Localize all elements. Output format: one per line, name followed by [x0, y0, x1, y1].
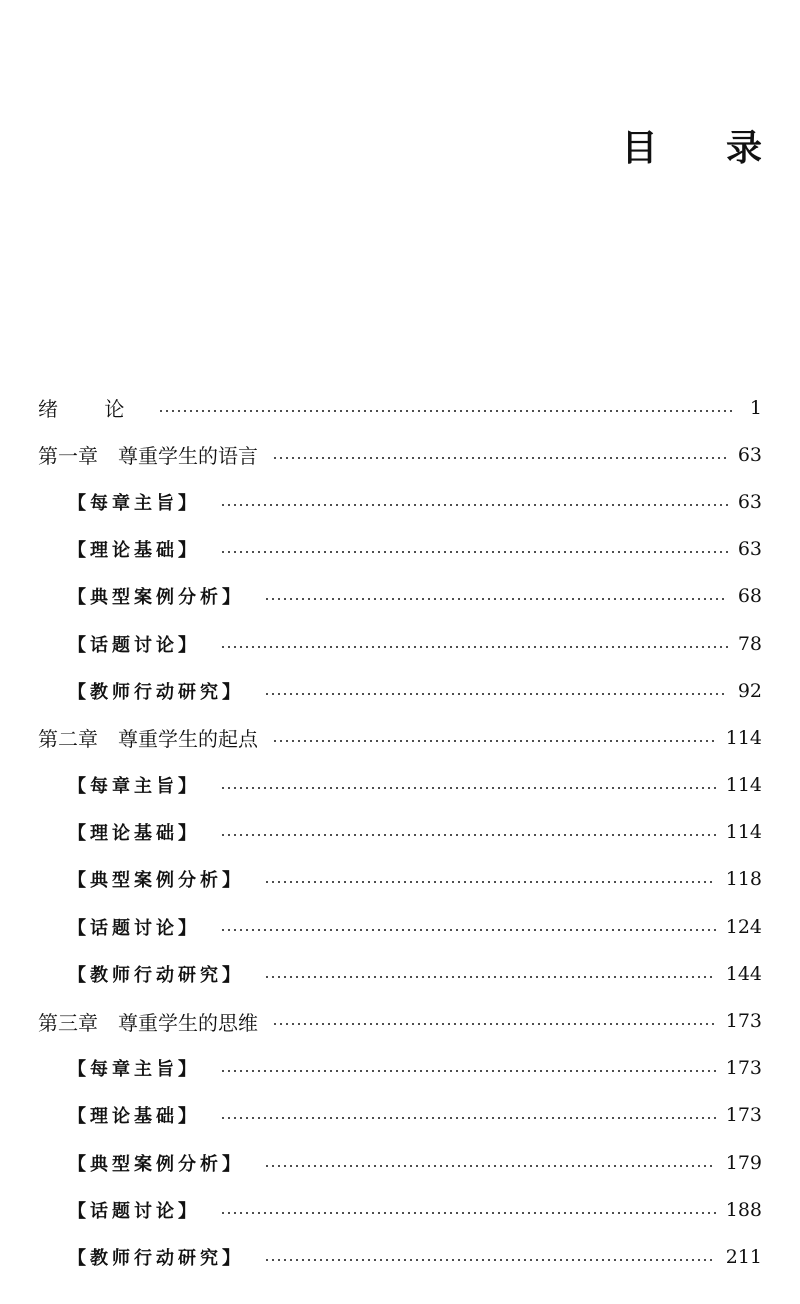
toc-entry-page: 63 [737, 490, 762, 513]
toc-entry-section[interactable] [38, 762, 762, 809]
toc-entry-page: 78 [737, 632, 762, 655]
dot-leader [220, 834, 716, 836]
dot-leader [220, 504, 728, 506]
page-title: 目 录 [621, 127, 790, 169]
toc-entry-label: 【典型案例分析】 [68, 1153, 244, 1175]
toc-entry-chapter-1[interactable] [38, 431, 762, 478]
toc-entry-page: 118 [725, 868, 762, 891]
toc-entry-page: 179 [725, 1151, 762, 1174]
toc-entry-section[interactable] [38, 903, 762, 950]
toc-entry-page: 92 [737, 679, 762, 702]
dot-leader [158, 410, 732, 412]
toc-entry-chapter-3[interactable] [38, 997, 762, 1044]
toc-entry-label: 【理论基础】 [68, 540, 200, 562]
toc-entry-intro[interactable] [38, 384, 762, 431]
table-of-contents [38, 384, 762, 1281]
toc-entry-section[interactable] [38, 809, 762, 856]
toc-entry-label: 第一章 尊重学生的语言 [38, 444, 258, 469]
dot-leader [264, 881, 716, 883]
dot-leader [220, 1117, 716, 1119]
dot-leader [272, 1023, 716, 1025]
toc-entry-page: 124 [725, 915, 762, 938]
toc-entry-label: 【理论基础】 [68, 823, 200, 845]
toc-entry-section[interactable] [38, 1233, 762, 1280]
dot-leader [264, 1259, 716, 1261]
dot-leader [264, 1165, 716, 1167]
toc-entry-section[interactable] [38, 667, 762, 714]
dot-leader [264, 598, 728, 600]
toc-entry-label: 【教师行动研究】 [68, 681, 244, 703]
dot-leader [264, 976, 716, 978]
toc-entry-chapter-2[interactable] [38, 714, 762, 761]
dot-leader [272, 740, 716, 742]
toc-entry-label: 绪 论 [38, 397, 145, 422]
toc-entry-section[interactable] [38, 1139, 762, 1186]
toc-entry-section[interactable] [38, 950, 762, 997]
dot-leader [220, 551, 728, 553]
dot-leader [264, 693, 728, 695]
toc-entry-label: 【教师行动研究】 [68, 1247, 244, 1269]
toc-entry-page: 1 [749, 396, 762, 419]
toc-entry-label: 第三章 尊重学生的思维 [38, 1010, 258, 1035]
toc-entry-page: 188 [725, 1198, 762, 1221]
toc-entry-page: 114 [725, 774, 762, 797]
toc-entry-label: 【每章主旨】 [68, 776, 200, 798]
toc-entry-label: 【话题讨论】 [68, 917, 200, 939]
toc-entry-label: 【话题讨论】 [68, 1200, 200, 1222]
toc-entry-section[interactable] [38, 1045, 762, 1092]
toc-entry-page: 114 [725, 726, 762, 749]
toc-entry-label: 第二章 尊重学生的起点 [38, 727, 258, 752]
dot-leader [220, 929, 716, 931]
toc-entry-section[interactable] [38, 573, 762, 620]
toc-entry-section[interactable] [38, 526, 762, 573]
toc-entry-label: 【每章主旨】 [68, 1059, 200, 1081]
dot-leader [220, 1070, 716, 1072]
toc-entry-page: 211 [725, 1245, 762, 1268]
toc-entry-label: 【典型案例分析】 [68, 870, 244, 892]
toc-entry-section[interactable] [38, 478, 762, 525]
toc-entry-section[interactable] [38, 1186, 762, 1233]
toc-entry-page: 144 [725, 962, 762, 985]
toc-entry-label: 【典型案例分析】 [68, 587, 244, 609]
toc-entry-page: 63 [737, 443, 762, 466]
toc-entry-label: 【每章主旨】 [68, 492, 200, 514]
toc-entry-label: 【话题讨论】 [68, 634, 200, 656]
toc-entry-page: 173 [725, 1057, 762, 1080]
toc-entry-section[interactable] [38, 856, 762, 903]
toc-entry-page: 63 [737, 538, 762, 561]
toc-entry-section[interactable] [38, 620, 762, 667]
dot-leader [220, 1212, 716, 1214]
dot-leader [272, 457, 728, 459]
dot-leader [220, 646, 728, 648]
toc-entry-page: 173 [725, 1010, 762, 1033]
toc-entry-page: 114 [725, 821, 762, 844]
toc-entry-label: 【理论基础】 [68, 1106, 200, 1128]
toc-entry-page: 173 [725, 1104, 762, 1127]
toc-entry-label: 【教师行动研究】 [68, 964, 244, 986]
dot-leader [220, 787, 716, 789]
toc-entry-page: 68 [737, 585, 762, 608]
toc-entry-section[interactable] [38, 1092, 762, 1139]
